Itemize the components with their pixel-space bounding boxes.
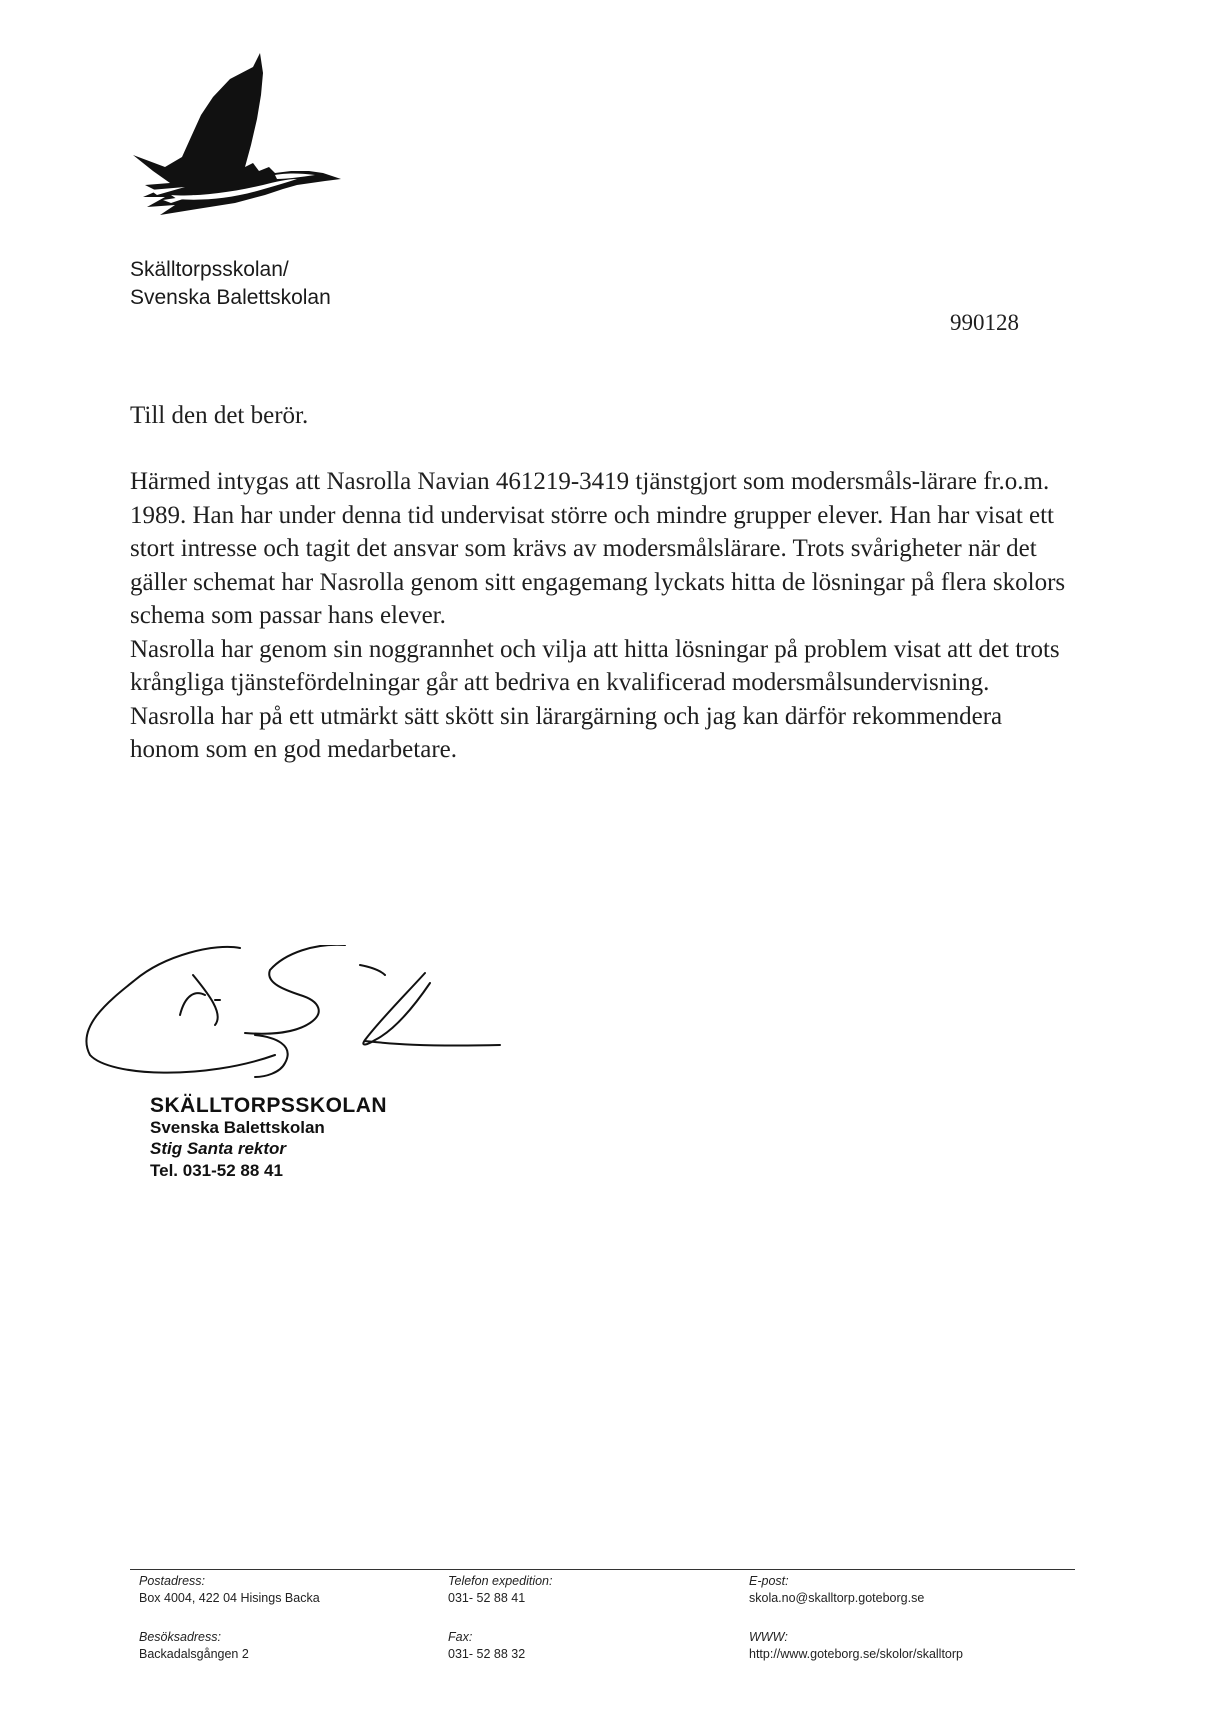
fax-label: Fax: (448, 1630, 473, 1644)
stamp-phone: Tel. 031-52 88 41 (150, 1161, 283, 1180)
footer-phone-column (448, 1573, 552, 1663)
body-paragraph-2: Nasrolla har genom sin noggrannhet och vilja att hitta lösningar på problem visat att det trots krångliga tjänstefördelningar går att bedriva en kvalificerad modersmålsundervisning. (130, 635, 1060, 696)
fax-value: 031- 52 88 32 (448, 1647, 526, 1661)
www-label: WWW: (749, 1630, 788, 1644)
postal-address-value: Box 4004, 422 04 Hisings Backa (139, 1591, 320, 1605)
school-name-line2: Svenska Balettskolan (130, 286, 331, 309)
postal-address-label: Postadress: (139, 1574, 206, 1588)
footer-address-column (139, 1573, 320, 1663)
school-stamp (150, 1094, 387, 1182)
letter-body (130, 465, 1070, 767)
footer-web-column (749, 1573, 963, 1663)
stamp-principal: Stig Santa rektor (150, 1139, 287, 1158)
flying-goose-logo-icon (125, 45, 370, 235)
school-name (130, 256, 331, 312)
visit-address-label: Besöksadress: (139, 1630, 221, 1644)
school-name-line1: Skälltorpsskolan/ (130, 258, 289, 281)
email-link[interactable]: skola.no@skalltorp.goteborg.se (749, 1591, 925, 1605)
handwritten-signature (85, 945, 545, 1080)
email-label: E-post: (749, 1574, 789, 1588)
visit-address-value: Backadalsgången 2 (139, 1647, 249, 1661)
footer-divider (130, 1569, 1075, 1570)
phone-label: Telefon expedition: (448, 1574, 553, 1588)
phone-value: 031- 52 88 41 (448, 1591, 526, 1605)
body-paragraph-3: Nasrolla har på ett utmärkt sätt skött sin lärargärning och jag kan därför rekommendera honom som en god medarbetare. (130, 702, 1003, 763)
www-link[interactable]: http://www.goteborg.se/skolor/skalltorp (749, 1647, 963, 1661)
body-paragraph-1: Härmed intygas att Nasrolla Navian 461219-3419 tjänstgjort som modersmåls-lärare fr.o.m. 1989. Han har under denna tid undervisat större och mindre grupper elever. Han har visat ett stort intresse och tagit det ansvar som krävs av modersmålslärare. Trots svårigheter när det gäller schemat har Nasrolla genom sitt engagemang lyckats hitta de lösningar på flera skolors schema som passar hans elever. (130, 468, 1066, 629)
stamp-school-name: SKÄLLTORPSSKOLAN (150, 1094, 388, 1117)
stamp-ballet-school: Svenska Balettskolan (150, 1118, 325, 1137)
letter-date: 990128 (950, 310, 1019, 335)
salutation: Till den det berör. (130, 402, 309, 429)
